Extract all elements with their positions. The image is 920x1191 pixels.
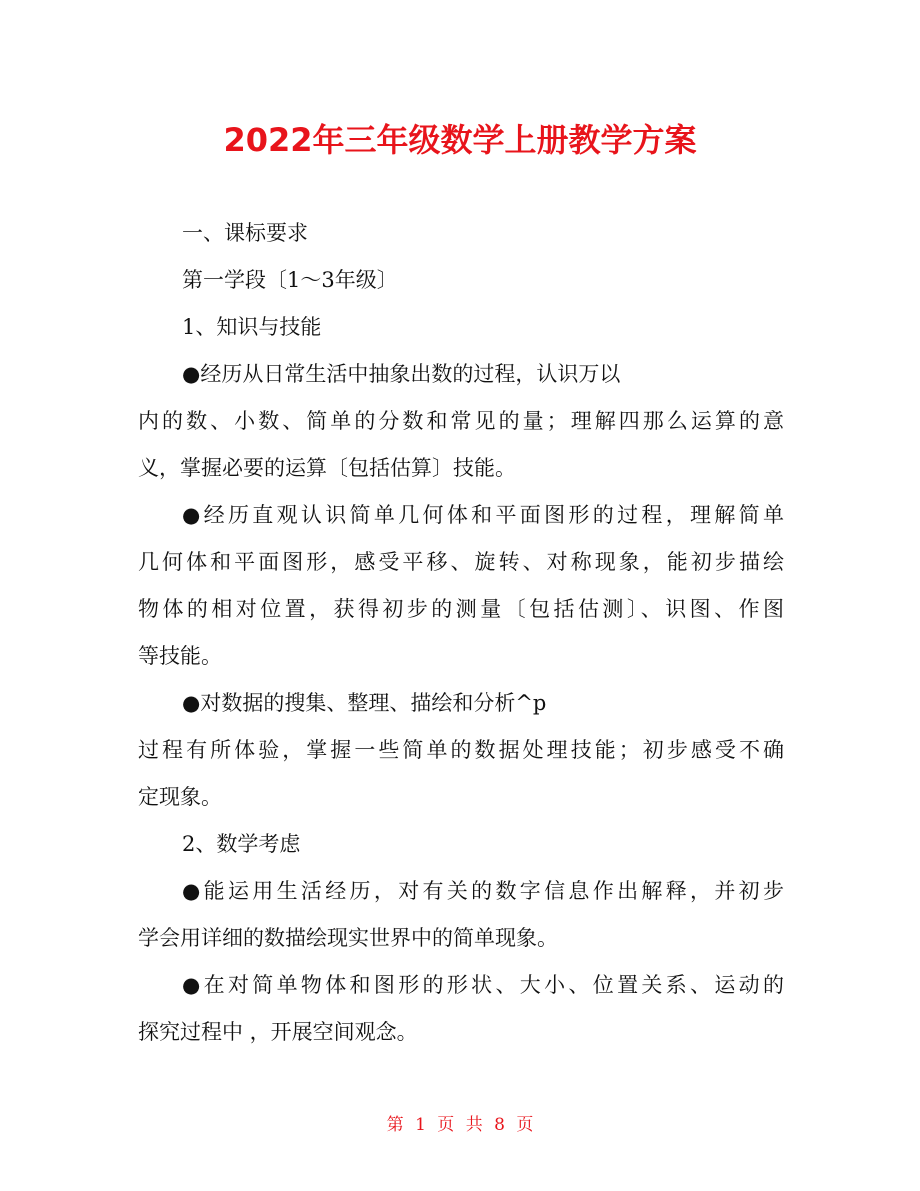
paragraph-line: 定现象。 bbox=[138, 785, 222, 809]
paragraph-line: ●经历从日常生活中抽象出数的过程，认识万以 bbox=[182, 362, 621, 386]
paragraph-line: 过程有所体验，掌握一些简单的数据处理技能；初步感受不确 bbox=[138, 738, 784, 762]
document-body bbox=[138, 210, 784, 1056]
paragraph-line: ●在对简单物体和图形的形状、大小、位置关系、运动的 bbox=[182, 973, 784, 997]
paragraph-line: 义，掌握必要的运算〔包括估算〕技能。 bbox=[138, 456, 516, 480]
paragraph-line: 物体的相对位置，获得初步的测量〔包括估测〕、识图、作图 bbox=[138, 597, 784, 621]
paragraph-line: 探究过程中 ，开展空间观念。 bbox=[138, 1020, 418, 1044]
paragraph-line: 学会用详细的数描绘现实世界中的简单现象。 bbox=[138, 926, 558, 950]
paragraph-line: ●经历直观认识简单几何体和平面图形的过程，理解简单 bbox=[182, 503, 784, 527]
subsection-heading-thinking: 2、数学考虑 bbox=[182, 832, 301, 856]
document-title: 2022年三年级数学上册教学方案 bbox=[223, 121, 697, 159]
section-heading-curriculum: 一、课标要求 bbox=[182, 221, 308, 245]
subsection-heading-knowledge: 1、知识与技能 bbox=[182, 315, 322, 339]
paragraph-line: 等技能。 bbox=[138, 644, 222, 668]
paragraph-line: ●对数据的搜集、整理、描绘和分析^p bbox=[182, 691, 547, 715]
page-number-footer: 第 1 页 共 8 页 bbox=[386, 1115, 534, 1135]
paragraph-line: 几何体和平面图形，感受平移、旋转、对称现象，能初步描绘 bbox=[138, 550, 784, 574]
stage-heading: 第一学段〔1～3年级〕 bbox=[182, 268, 398, 292]
paragraph-line: 内的数、小数、简单的分数和常见的量；理解四那么运算的意 bbox=[138, 409, 784, 433]
paragraph-line: ●能运用生活经历，对有关的数字信息作出解释，并初步 bbox=[182, 879, 784, 903]
